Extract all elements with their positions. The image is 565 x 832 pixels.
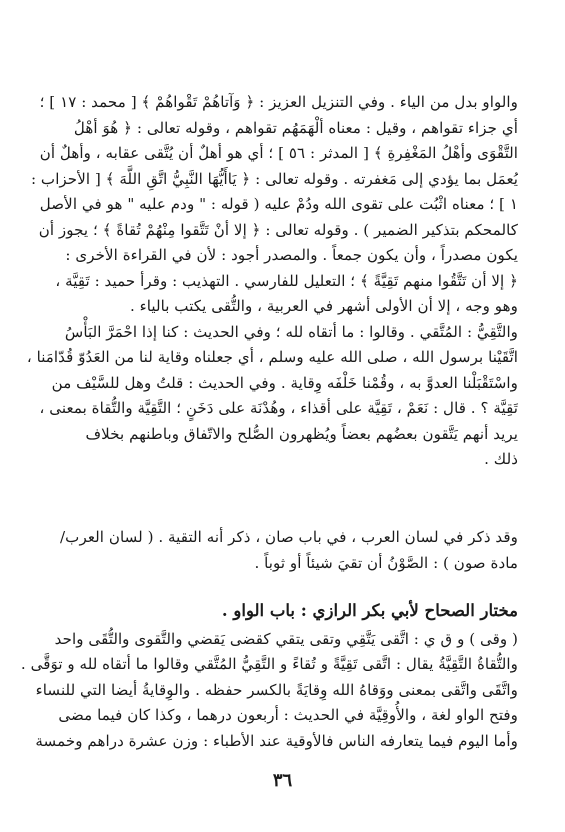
text-line: اتَّقَيْنا برسول الله ، صلى الله عليه وسلم ، أي جعلناه وقاية لنا من العَدُوّ قُدّامَنا ،	[26, 348, 518, 366]
text-line: التَّقْوَى وأهْلُ المَغْفِرةِ ﴾ [ المدثر : ٥٦ ] ؛ أي هو أهلٌ أن يُتَّقى عقابه ، وأهلٌ أن	[39, 144, 518, 162]
text-line: واتَّقَى واتَّقى بمعنى ووَقاهُ الله وِقايَةً بالكسر حفظه . والوِقايةُ أيضا التي للنساء	[35, 680, 518, 699]
dictionary-entry-block	[20, 598, 518, 754]
text-line: وفتح الواو لغة ، والأُوقِيَّة في الحديث : أربعون درهما ، وكذا كان فيما مضى	[58, 706, 518, 724]
paragraph-2	[26, 320, 518, 473]
text-line: يُعمَل بما يؤدي إلى مَغفرته . وقوله تعالى : ﴿ يَاأَيُّهَا النَّبِيُّ اتَّقِ اللَّهَ ﴾ [ الأحزاب :	[30, 169, 518, 188]
text-line: وهو وجه ، إلا أن الأولى أشهر في العربية ، والتُّقى يكتب بالياء .	[129, 297, 518, 315]
text-line: يكون مصدراً ، وأن يكون جمعاً . والمصدر أجود : لأن في القراءة الأخرى :	[65, 246, 518, 264]
paragraph-3	[50, 525, 518, 576]
main-text-block	[26, 90, 518, 473]
text-line: مادة صون ) : الصَّوْنُ أن تقيَ شيئاً أو ثوباً .	[254, 553, 518, 572]
reference-text-block	[50, 525, 518, 576]
paragraph-1	[30, 90, 518, 320]
text-line: والتَّقِيُّ : المُتَّقي . وقالوا : ما أتقاه لله ؛ وفي الحديث : كنا إذا احْمَرَّ البَأْسُ	[64, 322, 518, 341]
text-line: كالمحكم بتذكير الضمير ) . وقوله تعالى : ﴿ إلا أنْ تَتَّقوا مِنْهُمْ تُقاةً ﴾ ؛ يجوز أن	[38, 220, 518, 239]
paragraph-4	[20, 627, 518, 755]
text-line: ﴿ إلا أن تَتَّقُوا منهم تَقِيَّةً ﴾ ؛ التعليل للفارسي . التهذيب : وقرأ حميد : تَقِيَّة ،	[55, 271, 518, 290]
text-line: واسْتَقْبَلْنا العدوَّ به ، وقُمْنا خَلْفَه وِقاية . وفي الحديث : قلتُ وهل للسَّيْف من	[51, 373, 518, 392]
text-line: وأما اليوم فيما يتعارفه الناس فالأوقية عند الأطباء : وزن عشرة دراهم وخمسة	[35, 731, 518, 750]
text-line: أي جزاء تقواهم ، وقيل : معناه ألْهَمَهُم تقواهم ، وقوله تعالى : ﴿ هُوَ أهْلُ	[73, 118, 518, 137]
text-line: تَقِيَّة ؟ . قال : نَعَمْ ، تَقِيَّة على أقذاء ، وهُدْنَة على دَخَنٍ ؛ التَّقِيَّة والتُّقاة بمعنى ،	[39, 399, 518, 417]
section-heading: مختار الصحاح لأبي بكر الرازي : باب الواو .	[221, 601, 518, 620]
text-line: ( وقى ) و ق ي : اتَّقى يَتَّقِي وتقى يتقي كقضى يَقضي والتَّقوى والتُّقَى واحد	[54, 629, 518, 648]
text-line: ١ ] ؛ معناه اثْبُت على تقوى الله ودُمْ عليه ( قوله : " ودم عليه " هو في الأصل	[39, 195, 518, 213]
text-line: والواو بدل من الياء . وفي التنزيل العزيز : ﴿ وَآتاهُمْ تَقْواهُمْ ﴾ [ محمد : ١٧ ] ؛	[39, 93, 518, 111]
text-line: يريد أنهم يَتَّقون بعضُهم بعضاً ويُظهرون الصُّلح والاتّفاق وباطنهم بخلاف	[85, 424, 518, 443]
text-line: وقد ذكر في لسان العرب ، في باب صان ، ذكر أنه التقية . ( لسان العرب/	[60, 528, 518, 546]
page-number: ٣٦	[272, 770, 293, 791]
text-line: ذلك .	[484, 450, 518, 468]
text-line: والتُّقاةُ التَّقِيَّةُ يقال : اتَّقى تَقِيَّةً و تُقاءً و التَّقِيُّ المُتَّقي وقالوا ما أتقاه لله و توَقَّى .	[20, 655, 518, 673]
